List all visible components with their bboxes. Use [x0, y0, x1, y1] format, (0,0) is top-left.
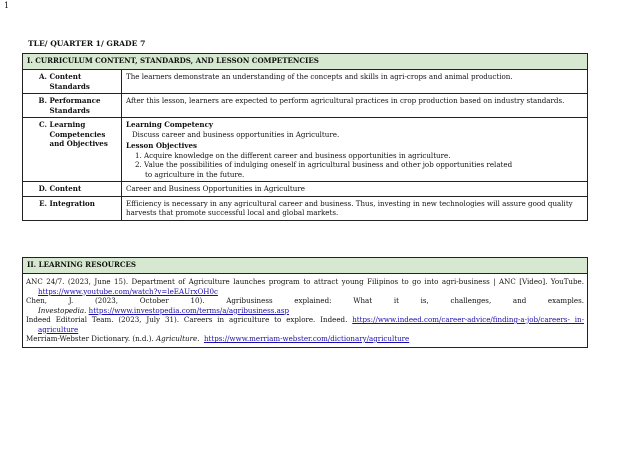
- integration-text: Efficiency is necessary in any agricultural career and business. Thus, investing in new technologies will assure good quality harvests that promote successful local and global markets.: [122, 196, 588, 220]
- content-text: Career and Business Opportunities in Agriculture: [122, 182, 588, 197]
- row-label-content-standards: A. Content Standards: [23, 70, 122, 94]
- competencies-cell: [122, 118, 588, 182]
- document-title: TLE/ QUARTER 1/ GRADE 7: [28, 39, 146, 48]
- content-standards-text: The learners demonstrate an understanding of the concepts and skills in agri-crops and animal production.: [122, 70, 588, 94]
- row-label-content: D. Content: [23, 182, 122, 197]
- table-row: [23, 196, 588, 220]
- section-heading-resources: II. LEARNING RESOURCES: [23, 258, 588, 274]
- performance-standards-text: After this lesson, learners are expected to perform agricultural practices in crop production based on industry standards.: [122, 94, 588, 118]
- section-heading-curriculum: I. CURRICULUM CONTENT, STANDARDS, AND LESSON COMPETENCIES: [23, 54, 588, 70]
- reference-merriam-webster: Merriam-Webster Dictionary. (n.d.). Agriculture. https://www.merriam-webster.com/dictionary/agriculture: [26, 334, 410, 343]
- objectives-list: [126, 151, 583, 180]
- row-label-integration: E. Integration: [23, 196, 122, 220]
- learning-resources-table: [22, 257, 588, 348]
- table-row: [23, 94, 588, 118]
- table-row: [23, 182, 588, 197]
- resources-cell: [23, 274, 588, 348]
- reference-chen: Chen, J. (2023, October 10). Agribusiness explained: What it is, challenges, and examples. Investopedia. https://www.investopedia.com/terms/a/agribusiness.asp: [26, 296, 584, 315]
- row-label-competencies: C. Learning Competencies and Objectives: [23, 118, 122, 182]
- indeed-link[interactable]: https://www.indeed.com/career-advice/finding-a-job/careers- in-agriculture: [38, 315, 584, 334]
- reference-indeed: Indeed Editorial Team. (2023, July 31). Careers in agriculture to explore. Indeed. https://www.indeed.com/career-advice/finding-a-job/careers- in-agriculture: [26, 315, 584, 334]
- competency-text: Discuss career and business opportunities in Agriculture.: [132, 129, 340, 139]
- reference-anc: ANC 24/7. (2023, June 15). Department of Agriculture launches program to attract young Filipinos to go into agri-business | ANC [Video]. YouTube. https://www.youtube.com/watch?v=leEAUrxOH0c: [26, 277, 584, 296]
- table-row: [23, 70, 588, 94]
- investopedia-link[interactable]: https://www.investopedia.com/terms/a/agribusiness.asp: [88, 305, 290, 315]
- table-row: [23, 118, 588, 182]
- competency-heading: Learning Competency: [126, 120, 214, 129]
- merriam-webster-link[interactable]: https://www.merriam-webster.com/dictionary/agriculture: [203, 334, 410, 343]
- page-number: 1: [4, 1, 10, 10]
- curriculum-table: [22, 53, 588, 221]
- anc-youtube-link[interactable]: https://www.youtube.com/watch?v=leEAUrxOH0c: [38, 286, 218, 296]
- list-item: 2. Value the possibilities of indulging oneself in agricultural business and other job opportunities related to agriculture in the future.: [135, 160, 513, 179]
- list-item: 1. Acquire knowledge on the different career and business opportunities in agriculture.: [135, 150, 451, 160]
- row-label-performance-standards: B. Performance Standards: [23, 94, 122, 118]
- objectives-heading: Lesson Objectives: [126, 141, 197, 150]
